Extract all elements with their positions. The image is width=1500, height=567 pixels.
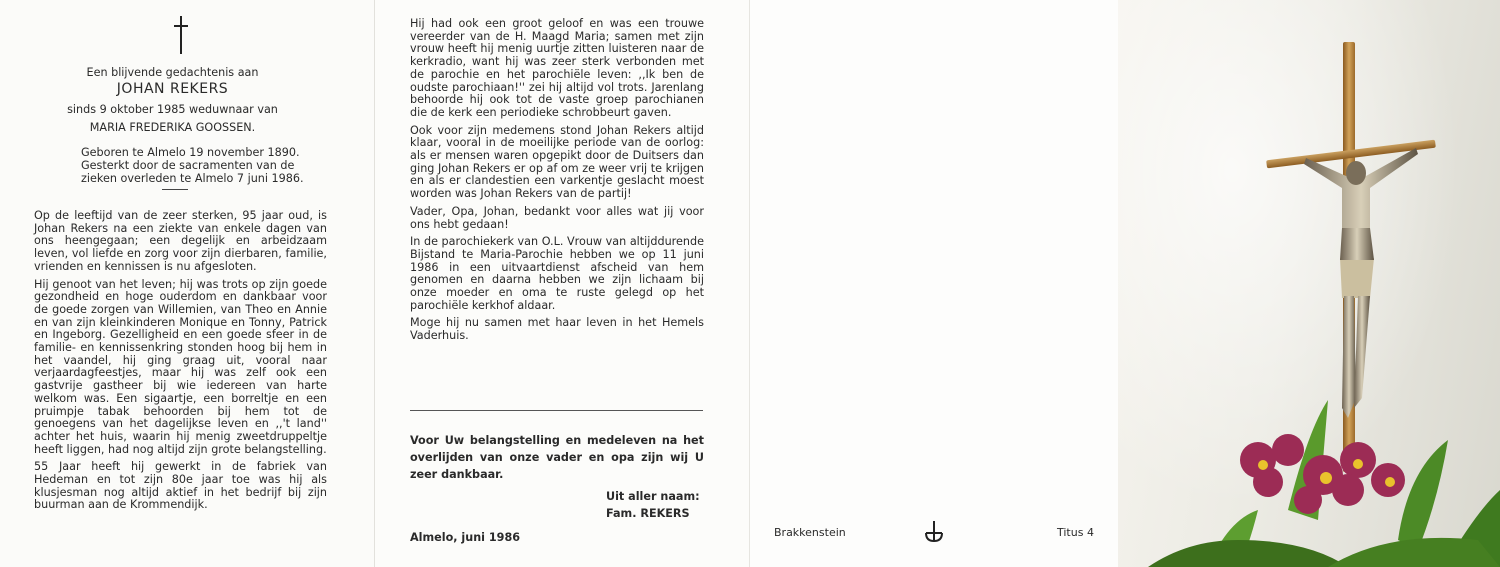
paragraph: 55 Jaar heeft hij gewerkt in de fabriek van Hedeman en tot zijn 80e jaar toe was hij als klusjesman nog altijd aktief in het bedrijf bij zijn buurman aan de Krommendijk. [34,460,327,512]
thanks-text: Voor Uw belangstelling en medeleven na het overlijden van onze vader en opa zijn wij U zeer dankbaar. [410,434,704,481]
card-panel-back [750,0,1118,567]
primrose-flowers [1148,390,1500,567]
birth-line: zieken overleden te Almelo 7 juni 1986. [81,172,304,185]
paragraph: Op de leeftijd van de zeer sterken, 95 jaar oud, is Johan Rekers na een ziekte van enkele dagen van ons heengegaan; een degelijk en arbeidzaam leven, vol liefde en zorg voor zijn dierbaren, familie, vrienden en kennissen is nu afgesloten. [34,209,327,273]
spouse-name: MARIA FREDERIKA GOOSSEN. [89,121,256,134]
divider [410,410,703,411]
birth-line: Gesterkt door de sacramenten van de [81,159,295,172]
paragraph: In de parochiekerk van O.L. Vrouw van altijddurende Bijstand te Maria-Parochie hebben we op 11 juni 1986 in een uitvaartdienst afscheid van hem genomen en daarna hebben we zijn lichaam bij onze moeder en oma te ruste gelegd op het parochiële kerkhof aldaar. [410,235,704,312]
paragraph: Hij had ook een groot geloof en was een trouwe vereerder van de H. Maagd Maria; samen met zijn vrouw heeft hij menig uurtje zitten luisteren naar de kerkradio, want hij was zeer sterk verbonden met de parochie en het parochiële leven: ,,Ik ben de oudste parochiaan!'' zei hij altijd vol trots. Jarenlang behoorde hij ook tot de vaste groep parochianen die de kerk een periodieke schrobbeurt gaven. [410,17,704,119]
cross-icon [172,16,190,56]
divider [162,189,188,190]
paragraph: Hij genoot van het leven; hij was trots op zijn goede gezondheid en hoge ouderdom en dankbaar voor de goede zorgen van Willemien, van Theo en Annie en van zijn kleinkinderen Monique en Tonny, Patrick en Ingeborg. Gezelligheid en een goede sfeer in de familie- en kennissenkring stonden hoog bij hem in het vaandel, hij ging graag uit, vooral naar verjaardagfeestjes, maar hij was zelf ook een gastvrije gastheer bij wie iedereen van harte welkom was. Een sigaartje, een borreltje en een pruimpje tabak behoorden bij hem tot de genoegens van het dagelijkse leven en ,,'t land'' achter het huis, waarin hij menig zweetdruppeltje heeft liggen, had nog altijd zijn grote belangstelling. [34,277,327,456]
card-panel-left [0,0,375,567]
verse-reference: Titus 4 [1057,526,1094,539]
corpus-figure [1296,128,1426,428]
publisher-name: Brakkenstein [774,526,846,539]
publisher-logo-icon [920,519,948,549]
paragraph: Vader, Opa, Johan, bedankt voor alles wat jij voor ons hebt gedaan! [410,204,704,231]
intro-line: Een blijvende gedachtenis aan [86,66,259,79]
biography-text [34,210,327,517]
crucifix-photo [1118,0,1500,567]
paragraph: Moge hij nu samen met haar leven in het Hemels Vaderhuis. [410,316,704,343]
signoff-line: Uit aller naam: [606,490,700,503]
widower-line: sinds 9 oktober 1985 weduwnaar van [67,103,278,116]
place-date: Almelo, juni 1986 [410,531,521,544]
deceased-name: JOHAN REKERS [116,81,229,97]
birth-line: Geboren te Almelo 19 november 1890. [81,146,300,159]
paragraph: Ook voor zijn medemens stond Johan Rekers altijd klaar, vooral in de moeilijke periode van de oorlog: als er mensen waren opgepikt door de Duitsers dan ging Johan Rekers er op af om ze weer vrij te krijgen en als er clandestien een varkentje geslacht moest worden was Johan Rekers van de partij! [410,123,704,201]
continued-text [410,18,704,348]
family-signature: Fam. REKERS [606,507,690,520]
